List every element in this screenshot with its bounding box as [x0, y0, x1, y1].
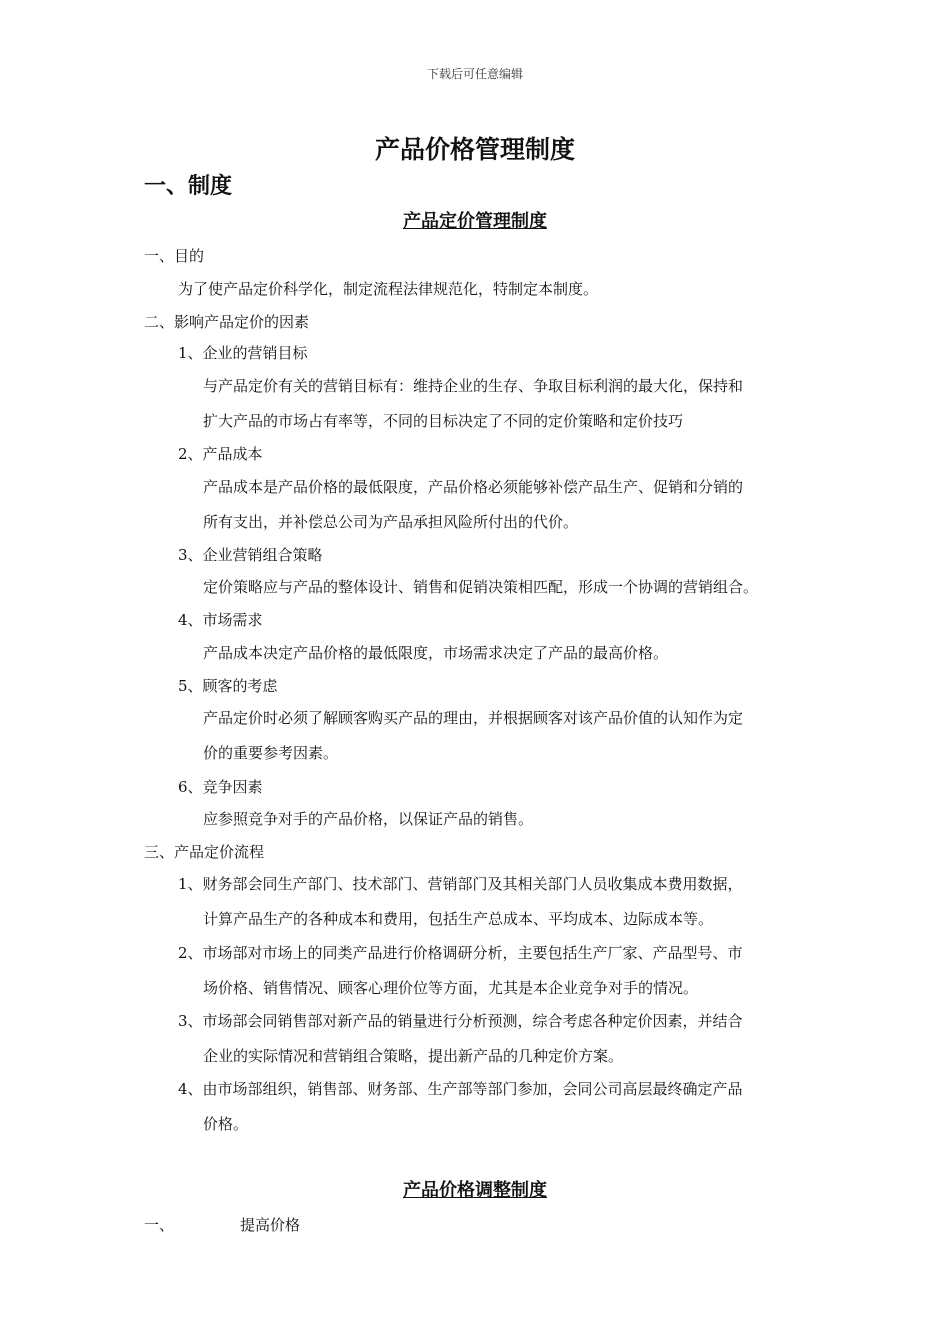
watermark-text: 下载后可任意编辑	[426, 67, 523, 81]
factor-text: 产品成本决定产品价格的最低限度，市场需求决定了产品的最高价格。	[203, 644, 669, 662]
price-adjust-title: 产品价格调整制度	[403, 1180, 547, 1201]
raise-price-item	[144, 1218, 300, 1233]
factor-text: 产品成本是产品价格的最低限度，产品价格必须能够补偿产品生产、促销和分销的	[203, 478, 744, 496]
section-heading-system: 一、制度	[144, 174, 233, 199]
item-number: 一、	[144, 1216, 175, 1234]
process-step: 1、财务部会同生产部门、技术部门、营销部门及其相关部门人员收集成本费用数据，	[178, 875, 743, 893]
factor-text: 与产品定价有关的营销目标有：维持企业的生存、争取目标利润的最大化，保持和	[203, 377, 744, 395]
factor-label: 1、企业的营销目标	[178, 344, 308, 362]
factor-text: 定价策略应与产品的整体设计、销售和促销决策相匹配，形成一个协调的营销组合。	[203, 578, 759, 596]
purpose-text: 为了使产品定价科学化，制定流程法律规范化，特制定本制度。	[178, 280, 599, 298]
process-step: 4、由市场部组织，销售部、财务部、生产部等部门参加，会同公司高层最终确定产品	[178, 1080, 743, 1098]
process-heading: 三、产品定价流程	[144, 843, 265, 861]
factor-text: 价的重要参考因素。	[203, 744, 339, 762]
factor-label: 3、企业营销组合策略	[178, 546, 323, 564]
factor-text: 应参照竞争对手的产品价格，以保证产品的销售。	[203, 810, 534, 828]
factor-label: 4、市场需求	[178, 611, 263, 629]
process-step-cont: 场价格、销售情况、顾客心理价位等方面，尤其是本企业竞争对手的情况。	[203, 979, 699, 997]
process-step: 2、市场部对市场上的同类产品进行价格调研分析，主要包括生产厂家、产品型号、市	[178, 944, 743, 962]
factor-label: 2、产品成本	[178, 445, 263, 463]
process-step-cont: 企业的实际情况和营销组合策略，提出新产品的几种定价方案。	[203, 1047, 624, 1065]
pricing-policy-title: 产品定价管理制度	[403, 211, 547, 232]
process-step: 3、市场部会同销售部对新产品的销量进行分析预测，综合考虑各种定价因素，并结合	[178, 1012, 743, 1030]
process-step-cont: 价格。	[203, 1115, 249, 1133]
item-text: 提高价格	[240, 1216, 301, 1234]
factor-text: 产品定价时必须了解顾客购买产品的理由，并根据顾客对该产品价值的认知作为定	[203, 709, 744, 727]
factor-text: 扩大产品的市场占有率等，不同的目标决定了不同的定价策略和定价技巧	[203, 412, 684, 430]
purpose-heading: 一、目的	[144, 247, 205, 265]
factor-text: 所有支出，并补偿总公司为产品承担风险所付出的代价。	[203, 513, 579, 531]
factors-heading: 二、影响产品定价的因素	[144, 313, 310, 331]
process-step-cont: 计算产品生产的各种成本和费用，包括生产总成本、平均成本、边际成本等。	[203, 910, 714, 928]
factor-label: 6、竞争因素	[178, 778, 263, 796]
factor-label: 5、顾客的考虑	[178, 677, 278, 695]
document-title: 产品价格管理制度	[374, 135, 575, 164]
